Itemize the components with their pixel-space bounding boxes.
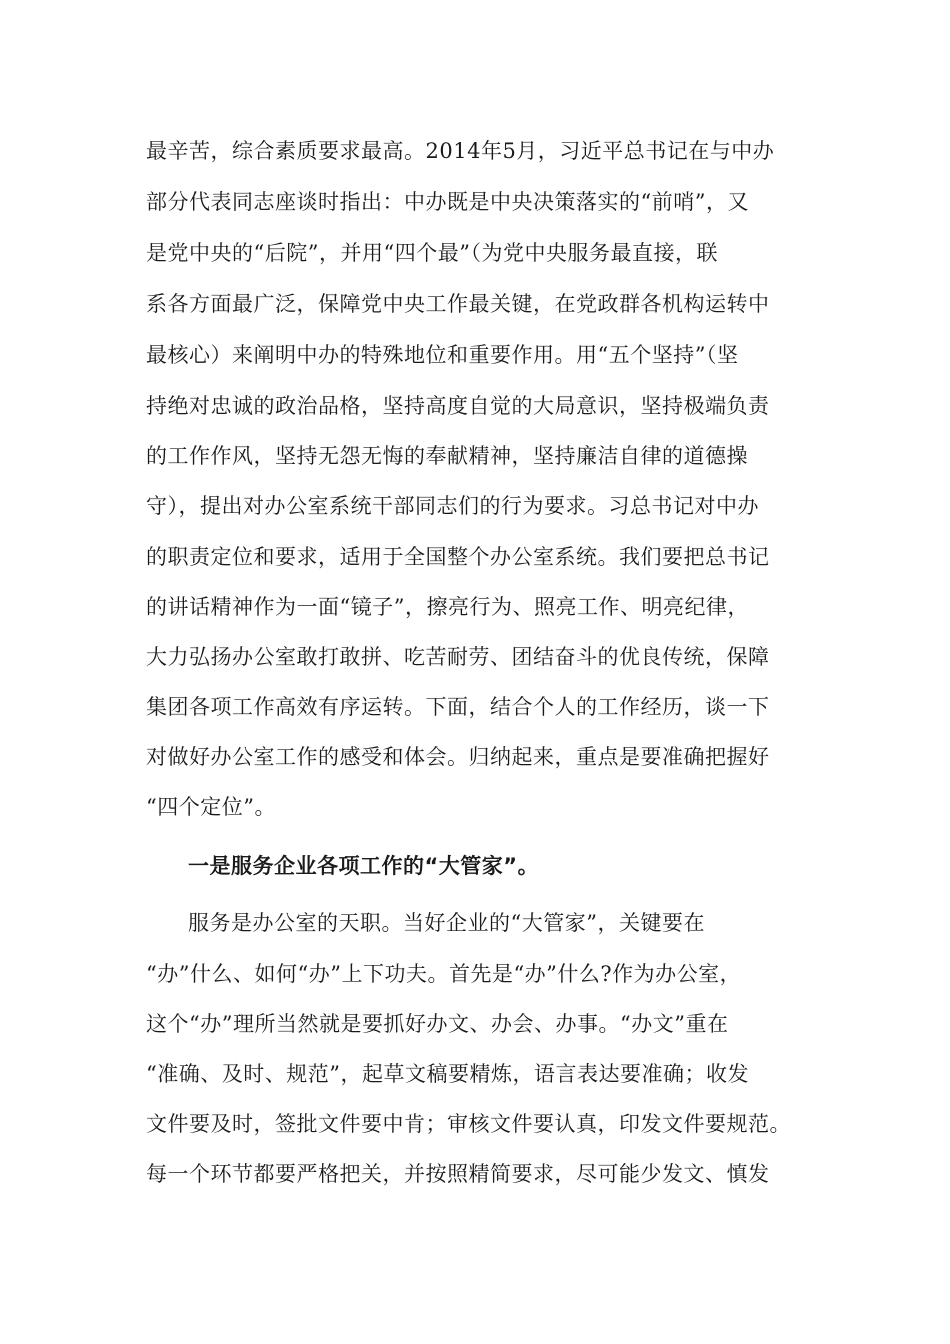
- paragraph-line: 对做好办公室工作的感受和体会。归纳起来，重点是要准确把握好: [146, 745, 770, 769]
- paragraph-line: 的工作作风，坚持无怨无悔的奉献精神，坚持廉洁自律的道德操: [146, 444, 748, 468]
- paragraph-line: 这个“办”理所当然就是要抓好办文、办会、办事。“办文”重在: [146, 1012, 729, 1036]
- paragraph-line: 持绝对忠诚的政治品格，坚持高度自觉的大局意识，坚持极端负责: [146, 394, 770, 418]
- paragraph-line: 最核心）来阐明中办的特殊地位和重要作用。用“五个坚持”（坚: [146, 343, 739, 367]
- paragraph-line: “办”什么、如何“办”上下功夫。首先是“办”什么?作为办公室，: [146, 962, 742, 986]
- paragraph-line: 是党中央的“后院”，并用“四个最”（为党中央服务最直接，联: [146, 241, 718, 265]
- paragraph-line: 的职责定位和要求，适用于全国整个办公室系统。我们要把总书记: [146, 545, 770, 569]
- paragraph-line: 部分代表同志座谈时指出：中办既是中央决策落实的“前哨”，又: [146, 190, 749, 214]
- paragraph-line: “四个定位”。: [146, 795, 276, 819]
- paragraph-line: 最辛苦，综合素质要求最高。2014年5月，习近平总书记在与中办: [146, 139, 775, 163]
- paragraph-line: 文件要及时，签批文件要中肯；审核文件要认真，印发文件要规范。: [146, 1112, 791, 1136]
- paragraph-line: 系各方面最广泛，保障党中央工作最关键，在党政群各机构运转中: [146, 292, 770, 316]
- paragraph-line: 每一个环节都要严格把关，并按照精简要求，尽可能少发文、慎发: [146, 1162, 770, 1186]
- section-heading: 一是服务企业各项工作的“大管家”。: [188, 854, 540, 878]
- paragraph-line: 守），提出对办公室系统干部同志们的行为要求。习总书记对中办: [146, 494, 759, 518]
- paragraph-line: 集团各项工作高效有序运转。下面，结合个人的工作经历，谈一下: [146, 695, 770, 719]
- paragraph-line: 大力弘扬办公室敢打敢拼、吃苦耐劳、团结奋斗的优良传统，保障: [146, 645, 770, 669]
- paragraph-line: “准确、及时、规范”，起草文稿要精炼，语言表达要准确；收发: [146, 1062, 749, 1086]
- paragraph-line: 的讲话精神作为一面“镜子”，擦亮行为、照亮工作、明亮纪律，: [146, 595, 749, 619]
- paragraph-line: 服务是办公室的天职。当好企业的“大管家”，关键要在: [188, 911, 705, 935]
